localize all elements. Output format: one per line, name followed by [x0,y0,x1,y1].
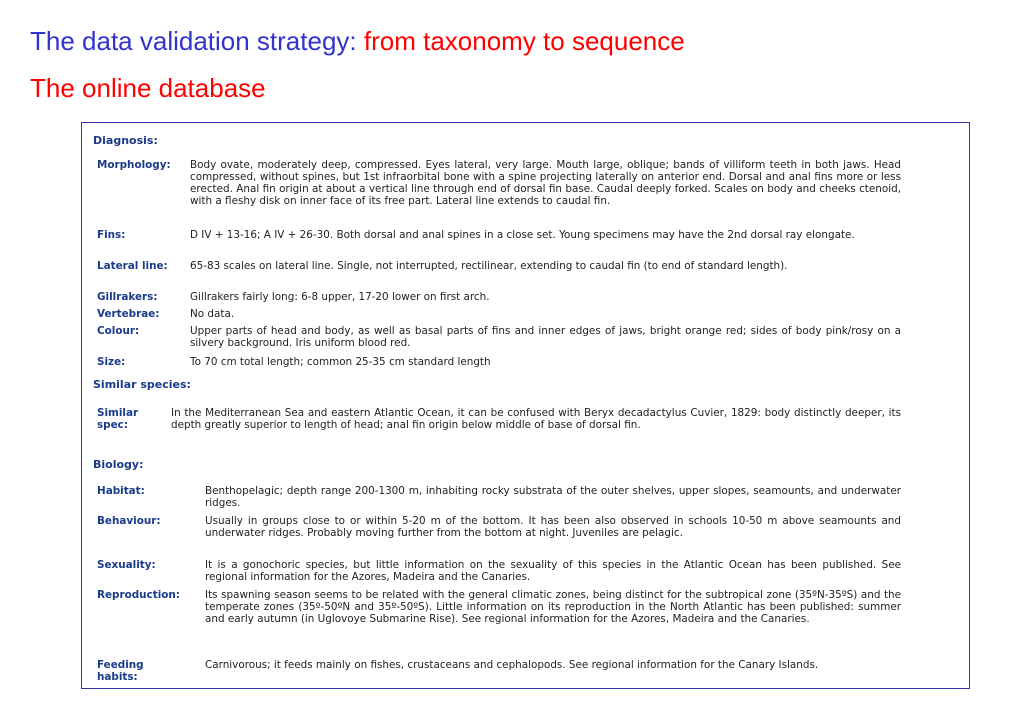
vertebrae-text: No data. [190,308,235,320]
biology-heading: Biology: [93,458,144,471]
slide-subtitle: The online database [30,73,266,103]
gillrakers-label: Gillrakers: [97,291,158,303]
diagnosis-heading: Diagnosis: [93,134,158,147]
similar-spec-label: Similar spec: [97,407,139,431]
morphology-label: Morphology: [97,159,171,171]
colour-label: Colour: [97,325,140,337]
size-label: Size: [97,356,126,368]
reproduction-label: Reproduction: [97,589,180,601]
lateral-line-label: Lateral line: [97,260,168,272]
sexuality-text: It is a gonochoric species, but little information on the sexuality of this species in the Atlantic Ocean has been published. See regional information for the Azores, Madeira and the Canaries. [205,559,901,583]
feeding-habits-label: Feeding habits: [97,659,144,683]
vertebrae-label: Vertebrae: [97,308,160,320]
colour-text: Upper parts of head and body, as well as basal parts of fins and inner edges of jaws, bright orange red; sides of body pink/rosy on a silvery background. Iris uniform blood red. [190,325,901,349]
similar-species-heading: Similar species: [93,378,191,391]
habitat-label: Habitat: [97,485,145,497]
fins-text: D IV + 13-16; A IV + 26-30. Both dorsal and anal spines in a close set. Young specimens may have the 2nd dorsal ray elongate. [190,229,855,241]
behaviour-label: Behaviour: [97,515,161,527]
feeding-habits-text: Carnivorous; it feeds mainly on fishes, crustaceans and cephalopods. See regional information for the Canary Islands. [205,659,819,671]
database-record-panel [81,122,970,689]
morphology-text: Body ovate, moderately deep, compressed. Eyes lateral, very large. Mouth large, oblique; bands of villiform teeth in both jaws. Head compressed, without spines, but 1st infraorbital bone with a spine projecting laterally on anterior end. Dorsal and anal fins more or less erected. Anal fin origin at about a vertical line through end of dorsal fin base. Caudal deeply forked. Scales on body and cheeks ctenoid, with a fleshy disk on inner face of its free part. Lateral line extends to caudal fin. [190,159,901,207]
reproduction-text: Its spawning season seems to be related with the general climatic zones, being distinct for the subtropical zone (35ºN-35ºS) and the temperate zones (35º-50ºN and 35º-50ºS). Little information on its reproduction in the North Atlantic has been published: summer and early autumn (in Uglovoye Submarine Rise). See regional information for the Azores, Madeira and the Canaries. [205,589,901,625]
behaviour-text: Usually in groups close to or within 5-20 m of the bottom. It has been also observed in schools 10-50 m above seamounts and underwater ridges. Probably moving further from the bottom at night. Juveniles are pelagic. [205,515,901,539]
sexuality-label: Sexuality: [97,559,156,571]
fins-label: Fins: [97,229,126,241]
slide-title-blue: The data validation strategy: [30,26,364,56]
slide-title [30,26,685,57]
size-text: To 70 cm total length; common 25-35 cm standard length [190,356,491,368]
similar-spec-text: In the Mediterranean Sea and eastern Atlantic Ocean, it can be confused with Beryx decadactylus Cuvier, 1829: body distinctly deeper, its depth greatly superior to length of head; anal fin origin below middle of base of dorsal fin. [171,407,901,431]
habitat-text: Benthopelagic; depth range 200-1300 m, inhabiting rocky substrata of the outer shelves, upper slopes, seamounts, and underwater ridges. [205,485,901,509]
slide-title-red: from taxonomy to sequence [363,26,685,56]
gillrakers-text: Gillrakers fairly long: 6-8 upper, 17-20 lower on first arch. [190,291,490,303]
lateral-line-text: 65-83 scales on lateral line. Single, not interrupted, rectilinear, extending to caudal fin (to end of standard length). [190,260,788,272]
